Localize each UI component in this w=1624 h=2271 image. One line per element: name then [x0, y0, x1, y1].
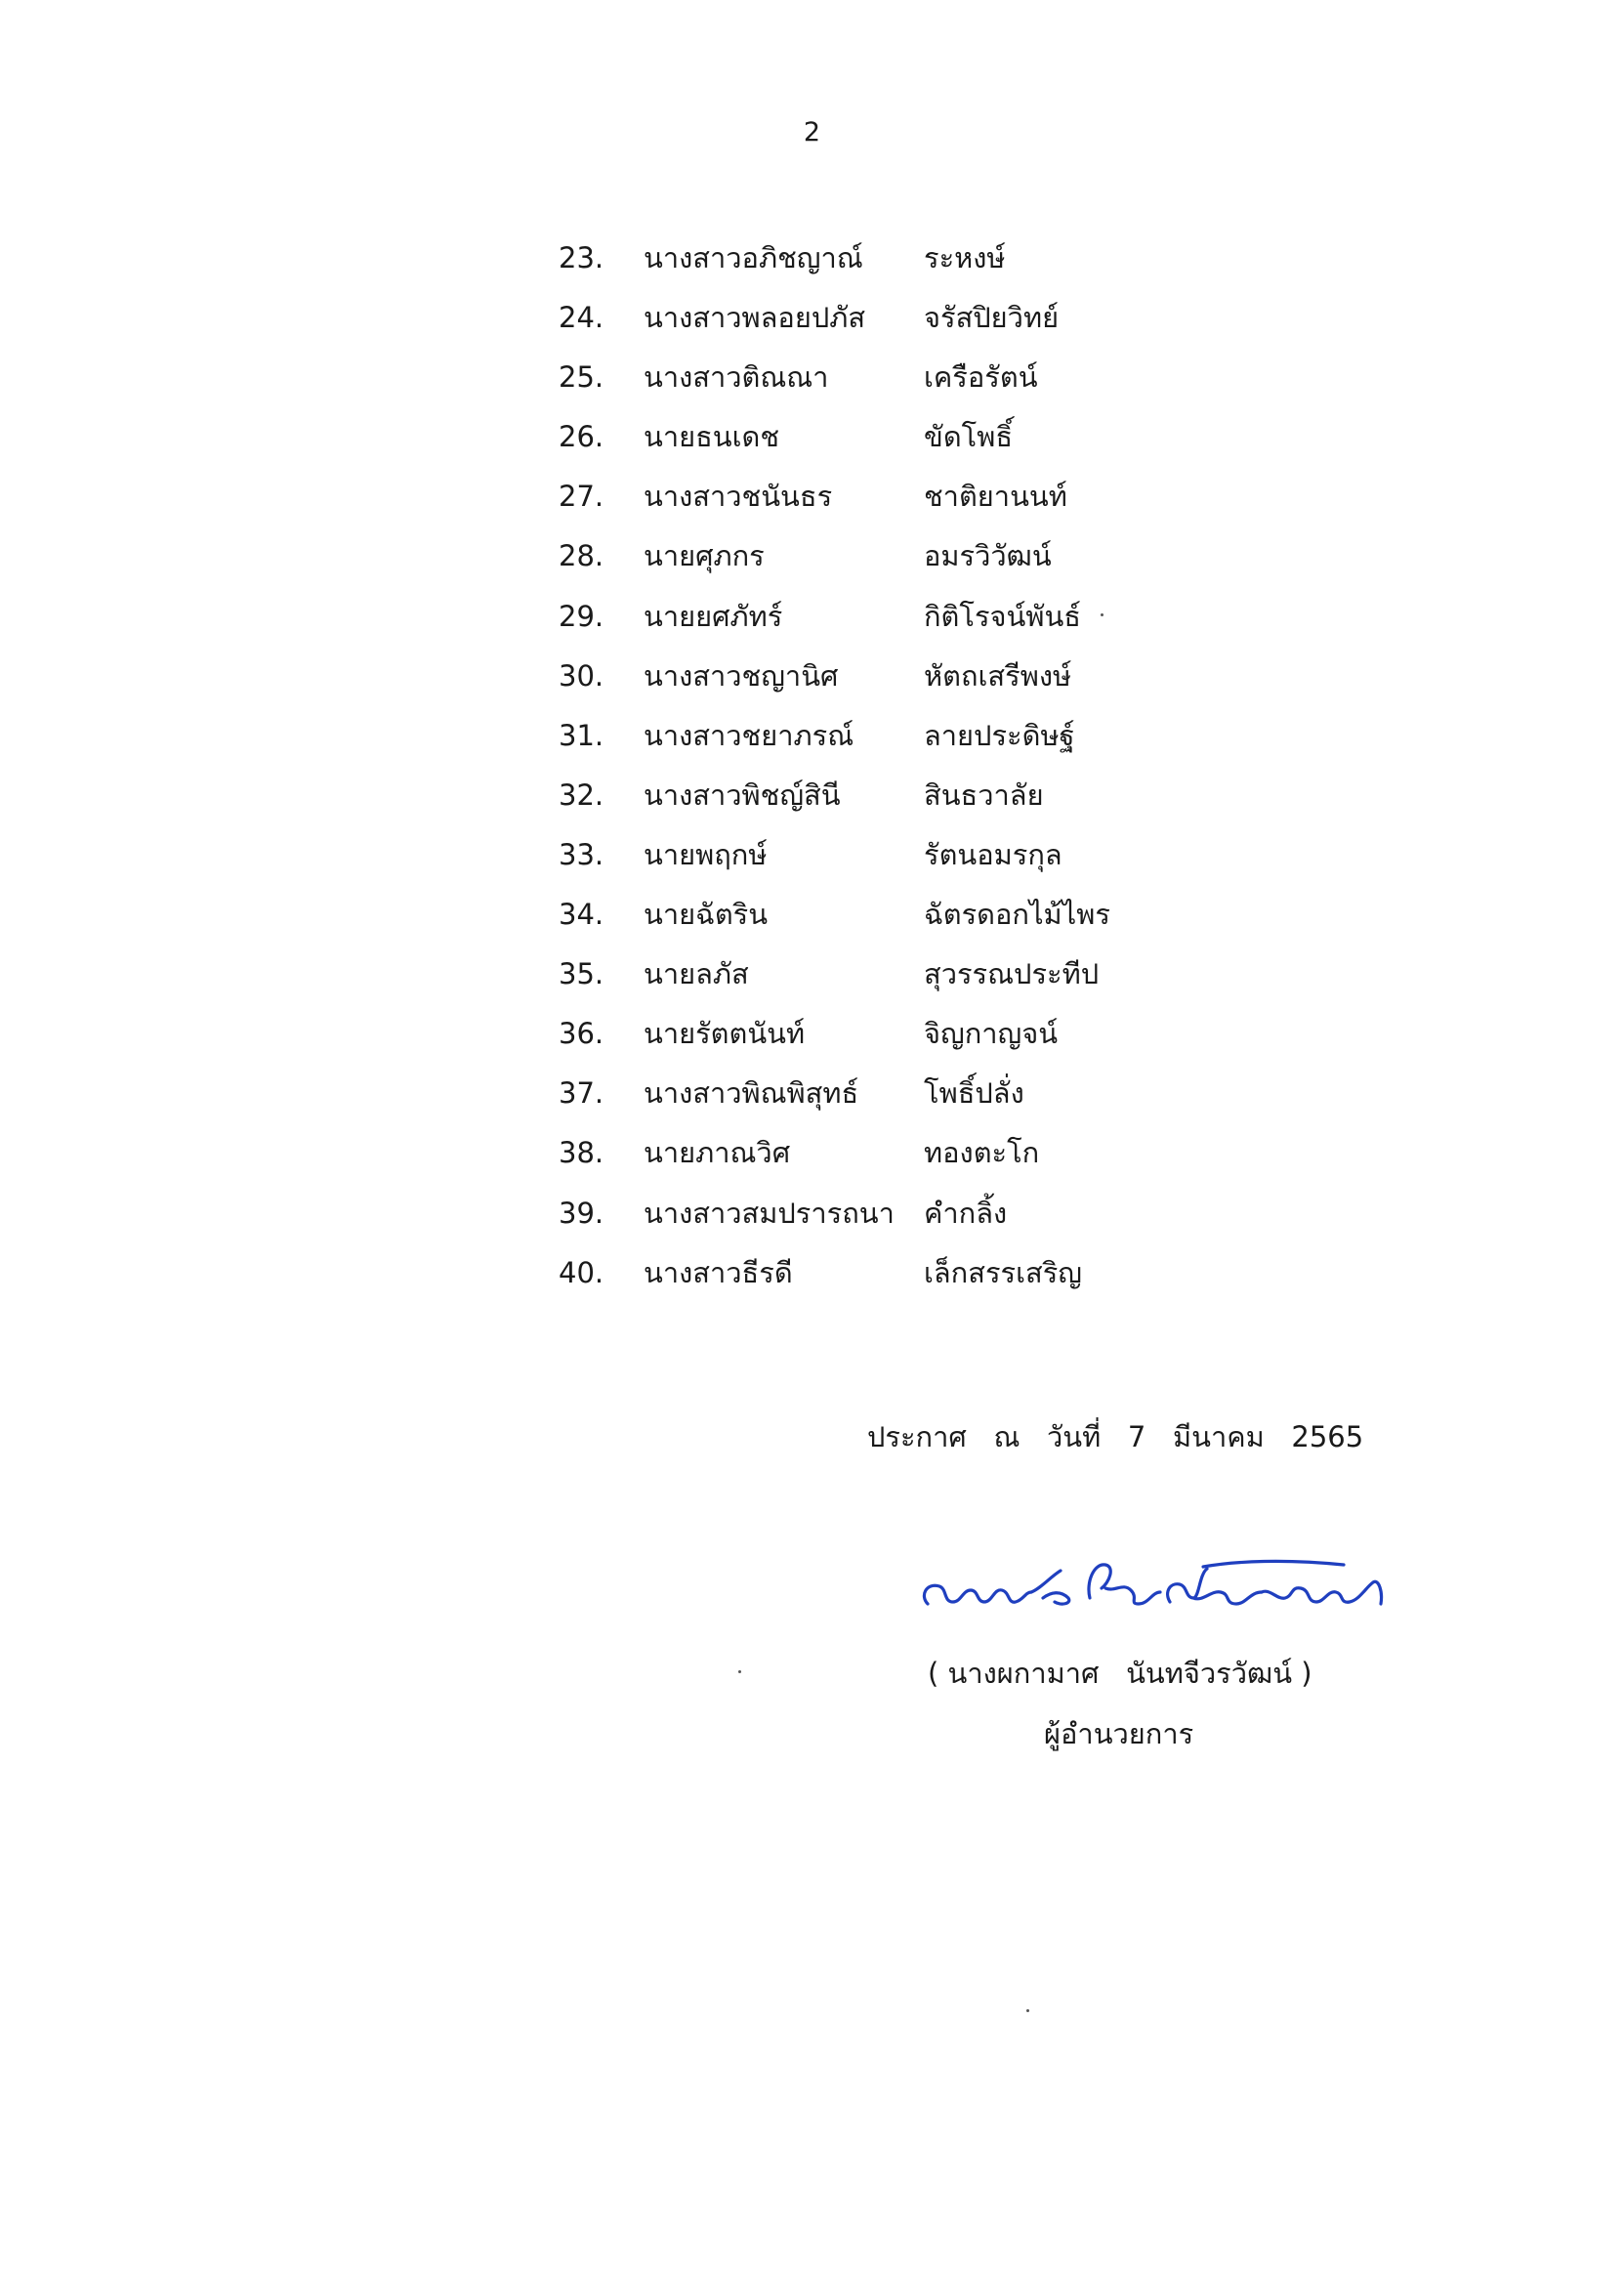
entry-given-name: นายลภัส	[644, 957, 749, 991]
entry-surname: เครือรัตน์	[924, 360, 1038, 395]
entry-number: 29.	[559, 599, 604, 633]
list-item	[559, 774, 1437, 833]
entry-given-name: นางสาวธีรดี	[644, 1255, 793, 1289]
list-item	[559, 236, 1437, 296]
entry-surname: เล็กสรรเสริญ	[924, 1255, 1082, 1289]
entry-given-name: นางสาวอภิชญาณ์	[644, 241, 863, 274]
list-item	[559, 1251, 1437, 1311]
entry-number: 37.	[559, 1076, 604, 1111]
entry-given-name: นางสาวพิณพิสุทธ์	[644, 1076, 859, 1111]
entry-surname: คำกลิ้ง	[924, 1196, 1008, 1230]
entry-given-name: นายศุภกร	[644, 539, 765, 573]
list-item	[559, 415, 1437, 475]
entry-number: 35.	[559, 957, 604, 991]
entry-number: 36.	[559, 1017, 604, 1051]
announcement-date: ประกาศ ณ วันที่ 7 มีนาคม 2565	[867, 1420, 1364, 1453]
entry-surname: ลายประดิษฐ์	[924, 718, 1075, 752]
list-item	[559, 1192, 1437, 1251]
entry-number: 26.	[559, 420, 604, 454]
entry-surname: ฉัตรดอกไม้ไพร	[924, 898, 1110, 932]
entry-surname: สุวรรณประทีป	[924, 957, 1100, 991]
scan-speck	[1101, 613, 1103, 616]
list-item	[559, 1012, 1437, 1072]
list-item	[559, 1072, 1437, 1131]
list-item	[559, 714, 1437, 774]
entry-given-name: นายพฤกษ์	[644, 837, 768, 871]
entry-number: 31.	[559, 718, 604, 752]
list-item	[559, 356, 1437, 415]
entry-number: 38.	[559, 1136, 604, 1170]
entry-surname: จรัสปิยวิทย์	[924, 301, 1060, 335]
scan-speck	[1026, 2009, 1029, 2012]
entry-number: 24.	[559, 301, 604, 335]
entry-given-name: นางสาวชญานิศ	[644, 658, 839, 693]
list-item	[559, 595, 1437, 654]
entry-given-name: นายฉัตริน	[644, 898, 769, 932]
entry-given-name: นายรัตตนันท์	[644, 1017, 806, 1051]
entry-given-name: นางสาวชยาภรณ์	[644, 718, 854, 752]
list-item	[559, 475, 1437, 534]
entry-given-name: นายภาณวิศ	[644, 1136, 791, 1170]
entry-number: 40.	[559, 1255, 604, 1289]
entry-number: 27.	[559, 480, 604, 514]
entry-surname: จิญกาญจน์	[924, 1017, 1059, 1051]
name-list	[559, 236, 1437, 1311]
entry-given-name: นางสาวพลอยปภัส	[644, 301, 866, 335]
entry-surname: โพธิ์ปลั่ง	[924, 1076, 1024, 1111]
signer-name: ( นางผกามาศ นันทจีวรวัฒน์ )	[928, 1657, 1312, 1690]
scan-speck	[738, 1670, 741, 1673]
list-item	[559, 833, 1437, 893]
entry-surname: ระหงษ์	[924, 241, 1006, 274]
page-number: 2	[803, 117, 821, 147]
entry-surname: สินธวาลัย	[924, 778, 1044, 812]
signer-title: ผู้อำนวยการ	[1044, 1717, 1194, 1750]
entry-surname: ขัดโพธิ์	[924, 420, 1014, 454]
entry-number: 34.	[559, 898, 604, 932]
list-item	[559, 296, 1437, 356]
list-item	[559, 1131, 1437, 1191]
entry-number: 23.	[559, 241, 604, 274]
entry-given-name: นางสาวติณณา	[644, 360, 829, 395]
handwritten-signature	[914, 1553, 1402, 1641]
list-item	[559, 654, 1437, 714]
entry-surname: อมรวิวัฒน์	[924, 539, 1052, 573]
entry-surname: หัตถเสรีพงษ์	[924, 658, 1072, 693]
entry-surname: ชาติยานนท์	[924, 480, 1067, 514]
entry-number: 25.	[559, 360, 604, 395]
list-item	[559, 952, 1437, 1012]
entry-surname: รัตนอมรกุล	[924, 837, 1062, 871]
entry-surname: ทองตะโก	[924, 1136, 1040, 1170]
entry-given-name: นางสาวพิชญ์สินี	[644, 778, 841, 812]
entry-number: 30.	[559, 658, 604, 693]
list-item	[559, 534, 1437, 594]
list-item	[559, 893, 1437, 952]
entry-number: 33.	[559, 837, 604, 871]
entry-number: 32.	[559, 778, 604, 812]
entry-given-name: นางสาวชนันธร	[644, 480, 833, 514]
entry-given-name: นายธนเดช	[644, 420, 780, 454]
entry-number: 39.	[559, 1196, 604, 1230]
entry-given-name: นางสาวสมปรารถนา	[644, 1196, 895, 1230]
entry-surname: กิติโรจน์พันธ์	[924, 599, 1082, 633]
entry-given-name: นายยศภัทร์	[644, 599, 783, 633]
entry-number: 28.	[559, 539, 604, 573]
